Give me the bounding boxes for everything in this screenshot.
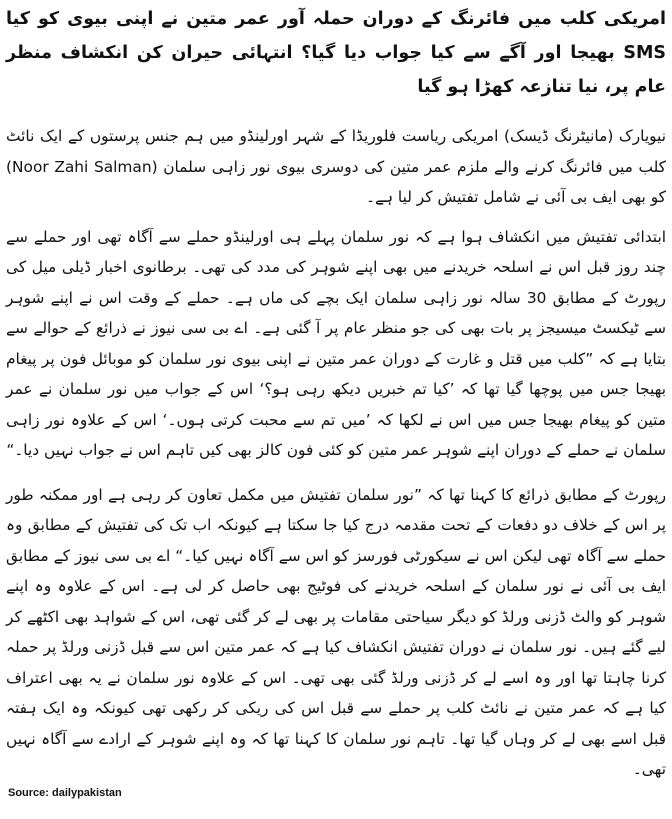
- article: [6, 2, 666, 817]
- source-credit: Source: dailypakistan: [8, 787, 122, 799]
- article-headline: امریکی کلب میں فائرنگ کے دوران حملہ آور عمر متین نے اپنی بیوی کو کیا SMS بھیجا اور آگے سے کیا جواب دیا گیا؟ انتہائی حیران کن انکشاف منظر عام پر، نیا تنازعہ کھڑا ہو گیا: [6, 9, 666, 97]
- article-paragraph-1: نیویارک (مانیٹرنگ ڈیسک) امریکی ریاست فلوریڈا کے شہر اورلینڈو میں ہم جنس پرستوں کے ایک نائٹ کلب میں فائرنگ کرنے والے ملزم عمر متین کی دوسری بیوی نور زاہی سلمان (Noor Zahi Salman) کو بھی ایف بی آئی نے شامل تفتیش کر لیا ہے۔: [6, 127, 666, 206]
- article-paragraph-2: ابتدائی تفتیش میں انکشاف ہوا ہے کہ نور سلمان پہلے ہی اورلینڈو حملے سے آگاہ تھی اور حملے سے چند روز قبل اس نے اسلحہ خریدنے میں بھی اپنے شوہر کی مدد کی تھی۔ برطانوی اخبار ڈیلی میل کی رپورٹ کے مطابق 30 سالہ نور زاہی سلمان ایک بچے کی ماں ہے۔ حملے کے وقت اس نے اپنے شوہر سے ٹیکسٹ میسیجز پر بات بھی کی جو منظر عام پر آ گئی ہے۔ اے بی سی نیوز نے ذرائع کے حوالے سے بتایا ہے کہ ”کلب میں قتل و غارت کے دوران عمر متین نے اپنی بیوی نور سلمان کو موبائل فون پر پیغام بھیجا جس میں پوچھا گیا تھا کہ ’کیا تم خبریں دیکھ رہی ہو؟‘ اس کے جواب میں نور سلمان نے عمر متین کو پیغام بھیجا جس میں اس نے لکھا کہ ’میں تم سے محبت کرتی ہوں۔‘ اس کے علاوہ نور زاہی سلمان نے حملے کے دوران اپنے شوہر عمر متین کو کئی فون کالز بھی کیں تاہم اس نے جواب نہیں دیا۔“: [6, 227, 666, 459]
- article-paragraph-3: رپورٹ کے مطابق ذرائع کا کہنا تھا کہ ”نور سلمان تفتیش میں مکمل تعاون کر رہی ہے اور ممکنہ طور پر اس کے خلاف دو دفعات کے تحت مقدمہ درج کیا جا سکتا ہے کیونکہ اب تک کی تفتیش کے مطابق وہ حملے سے آگاہ تھی لیکن اس نے سیکورٹی فورسز کو اس سے آگاہ نہیں کیا۔“ اے بی سی نیوز کے مطابق ایف بی آئی نے نور سلمان کے اسلحہ خریدنے کی فوٹیج بھی حاصل کر لی ہے۔ اس کے علاوہ وہ اپنے شوہر کو والٹ ڈزنی ورلڈ کو دیگر سیاحتی مقامات پر بھی لے کر گئی تھی، اس کے شواہد بھی اکٹھے کر لیے گئے ہیں۔ نور سلمان نے دوران تفتیش انکشاف کیا ہے کہ عمر متین اس سے قبل ڈزنی ورلڈ پر حملہ کرنا چاہتا تھا اور وہ اسے لے کر ڈزنی ورلڈ گئی بھی تھی۔ اس کے علاوہ نور سلمان نے یہ بھی اعتراف کیا ہے کہ عمر متین نے نائٹ کلب پر حملے سے قبل اس کی ریکی کر رکھی تھی کیونکہ وہ ایک ہفتہ قبل اسے بھی لے کر وہاں گیا تھا۔ تاہم نور سلمان کا کہنا تھا کہ وہ اپنے شوہر کے ارادے سے آگاہ نہیں تھی۔: [6, 485, 666, 778]
